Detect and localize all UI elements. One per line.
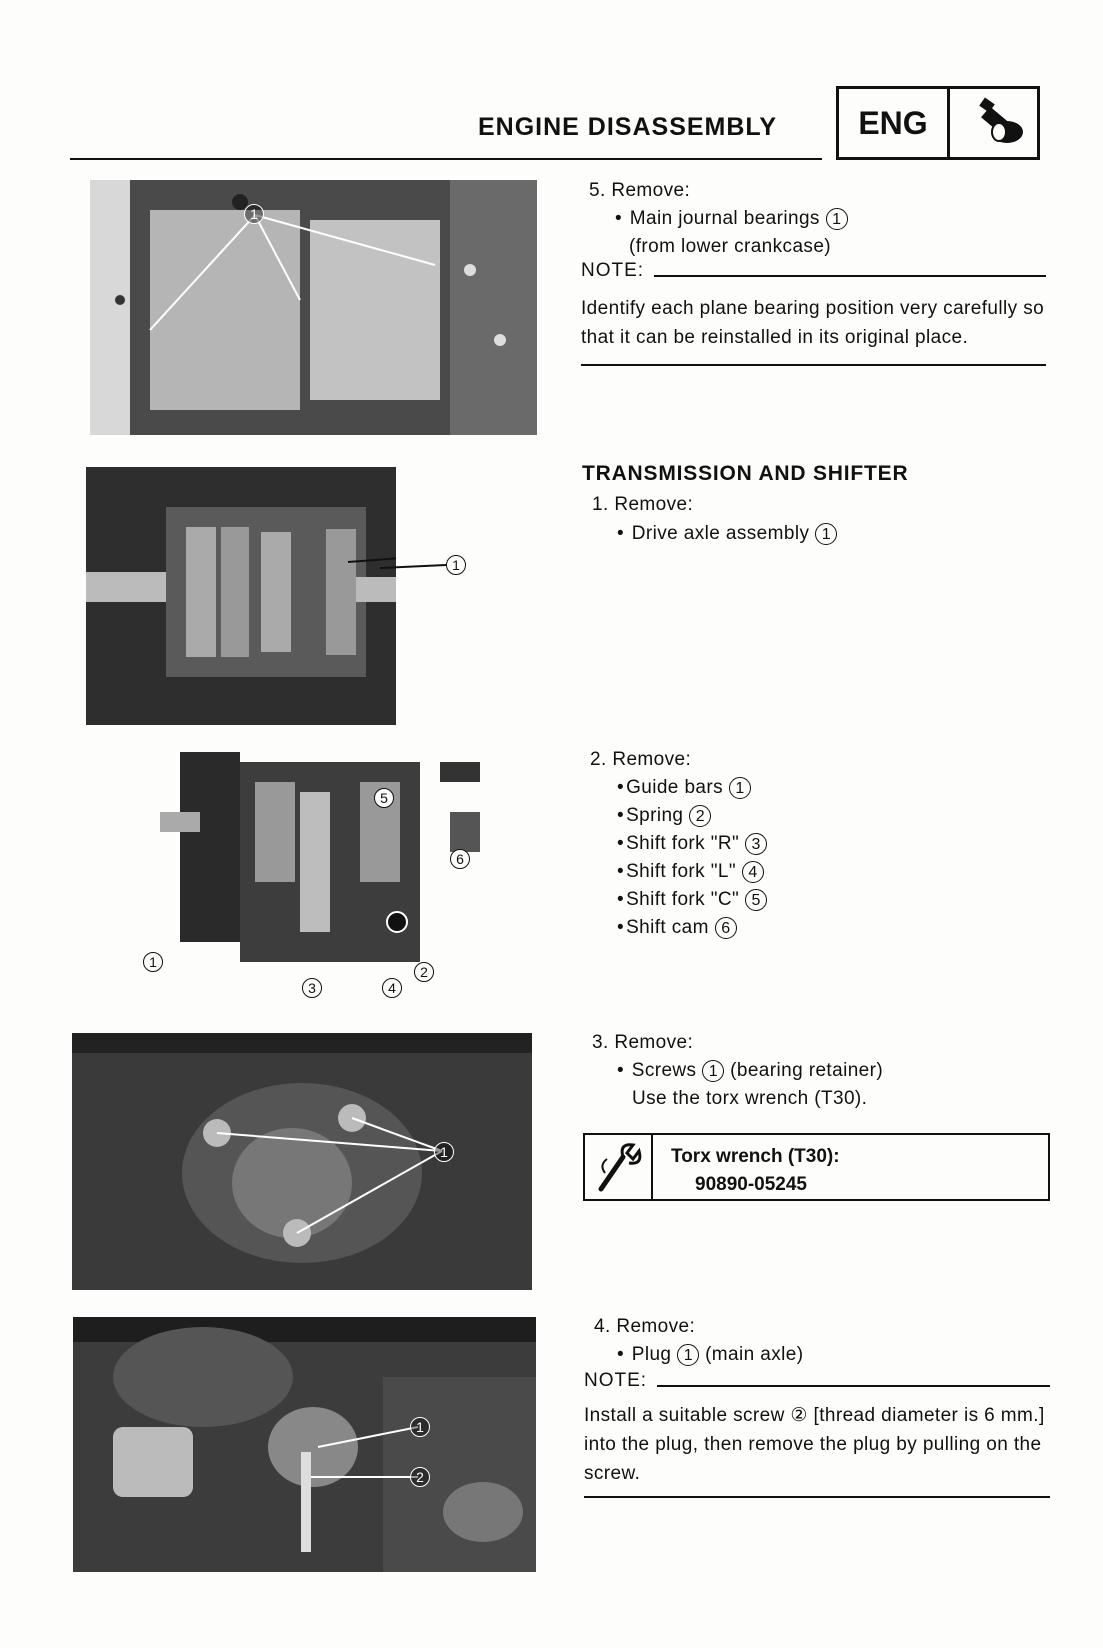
step5-sub: (from lower crankcase) bbox=[629, 236, 832, 257]
step3-sub: Use the torx wrench (T30). bbox=[632, 1088, 868, 1109]
section-badge-label: ENG bbox=[839, 89, 950, 157]
step5-item bbox=[615, 205, 848, 233]
callout-spring: 2 bbox=[414, 962, 434, 982]
callout-1: 1 bbox=[244, 204, 264, 224]
step5-note-text: Identify each plane bearing position very carefully so that it can be reinstalled in its original place. bbox=[581, 298, 1045, 348]
photo-main-axle-plug bbox=[73, 1317, 536, 1572]
step5-note-rule bbox=[581, 364, 1046, 366]
step5-note-heading bbox=[581, 260, 1046, 282]
step4-item-num: 1 bbox=[677, 1344, 699, 1366]
wrench-icon bbox=[585, 1135, 653, 1199]
step2-item: • Shift fork "C" 5 bbox=[617, 886, 767, 914]
step4-note-label: NOTE: bbox=[584, 1370, 648, 1391]
tool-text bbox=[653, 1135, 840, 1199]
callout-screw: 2 bbox=[410, 1467, 430, 1487]
callout-shift-cam: 6 bbox=[450, 849, 470, 869]
step2-item: • Spring 2 bbox=[617, 802, 767, 830]
step4-title: 4. Remove: bbox=[594, 1316, 696, 1337]
step2-item: • Shift fork "R" 3 bbox=[617, 830, 767, 858]
step3-title: 3. Remove: bbox=[592, 1032, 694, 1053]
step2-item: • Shift cam 6 bbox=[617, 914, 767, 942]
callout-screws: 1 bbox=[434, 1142, 454, 1162]
step3-item-suffix: (bearing retainer) bbox=[730, 1060, 884, 1081]
photo-bearing-retainer bbox=[72, 1033, 532, 1290]
step1-title: 1. Remove: bbox=[592, 494, 694, 515]
step4-item bbox=[617, 1341, 803, 1369]
photo-lower-crankcase bbox=[90, 180, 537, 435]
step4-note-heading bbox=[584, 1370, 1050, 1392]
step3-item-num: 1 bbox=[702, 1060, 724, 1082]
special-tool-box bbox=[583, 1133, 1050, 1201]
step5-title: 5. Remove: bbox=[589, 180, 691, 201]
step4-note-text: Install a suitable screw ② [thread diameter is 6 mm.] into the plug, then remove the plug by pulling on the screw. bbox=[584, 1405, 1045, 1484]
tool-label: Torx wrench (T30): bbox=[671, 1146, 840, 1167]
step2-item: • Guide bars 1 bbox=[617, 774, 767, 802]
step3-item-label: Screws bbox=[631, 1060, 697, 1081]
step5-item-num: 1 bbox=[826, 208, 848, 230]
section-badge bbox=[836, 86, 1040, 160]
callout-guide-bars: 1 bbox=[143, 952, 163, 972]
step3-item bbox=[617, 1057, 883, 1085]
header-rule bbox=[70, 158, 822, 160]
step4-item-label: Plug bbox=[631, 1344, 672, 1365]
photo-drive-axle bbox=[86, 467, 396, 725]
tool-code: 90890-05245 bbox=[695, 1174, 807, 1195]
step5-item-label: Main journal bearings bbox=[629, 208, 820, 229]
step1-item-num: 1 bbox=[815, 523, 837, 545]
step1-item bbox=[617, 520, 837, 548]
step2-title: 2. Remove: bbox=[590, 749, 692, 770]
photo-shifter bbox=[160, 752, 496, 998]
callout-leader bbox=[380, 560, 446, 570]
callout-shift-fork-r: 3 bbox=[302, 978, 322, 998]
step1-item-label: Drive axle assembly bbox=[631, 523, 810, 544]
step2-item: • Shift fork "L" 4 bbox=[617, 858, 767, 886]
page-title: ENGINE DISASSEMBLY bbox=[478, 113, 778, 141]
callout-drive-axle: 1 bbox=[446, 555, 466, 575]
callout-plug: 1 bbox=[410, 1417, 430, 1437]
callout-shift-fork-c: 5 bbox=[374, 788, 394, 808]
step4-note-rule bbox=[584, 1496, 1050, 1498]
step4-item-suffix: (main axle) bbox=[705, 1344, 804, 1365]
transmission-heading: TRANSMISSION AND SHIFTER bbox=[582, 462, 909, 485]
step2-list bbox=[617, 774, 767, 942]
step5-note-label: NOTE: bbox=[581, 260, 645, 281]
callout-shift-fork-l: 4 bbox=[382, 978, 402, 998]
engine-icon bbox=[950, 89, 1037, 157]
